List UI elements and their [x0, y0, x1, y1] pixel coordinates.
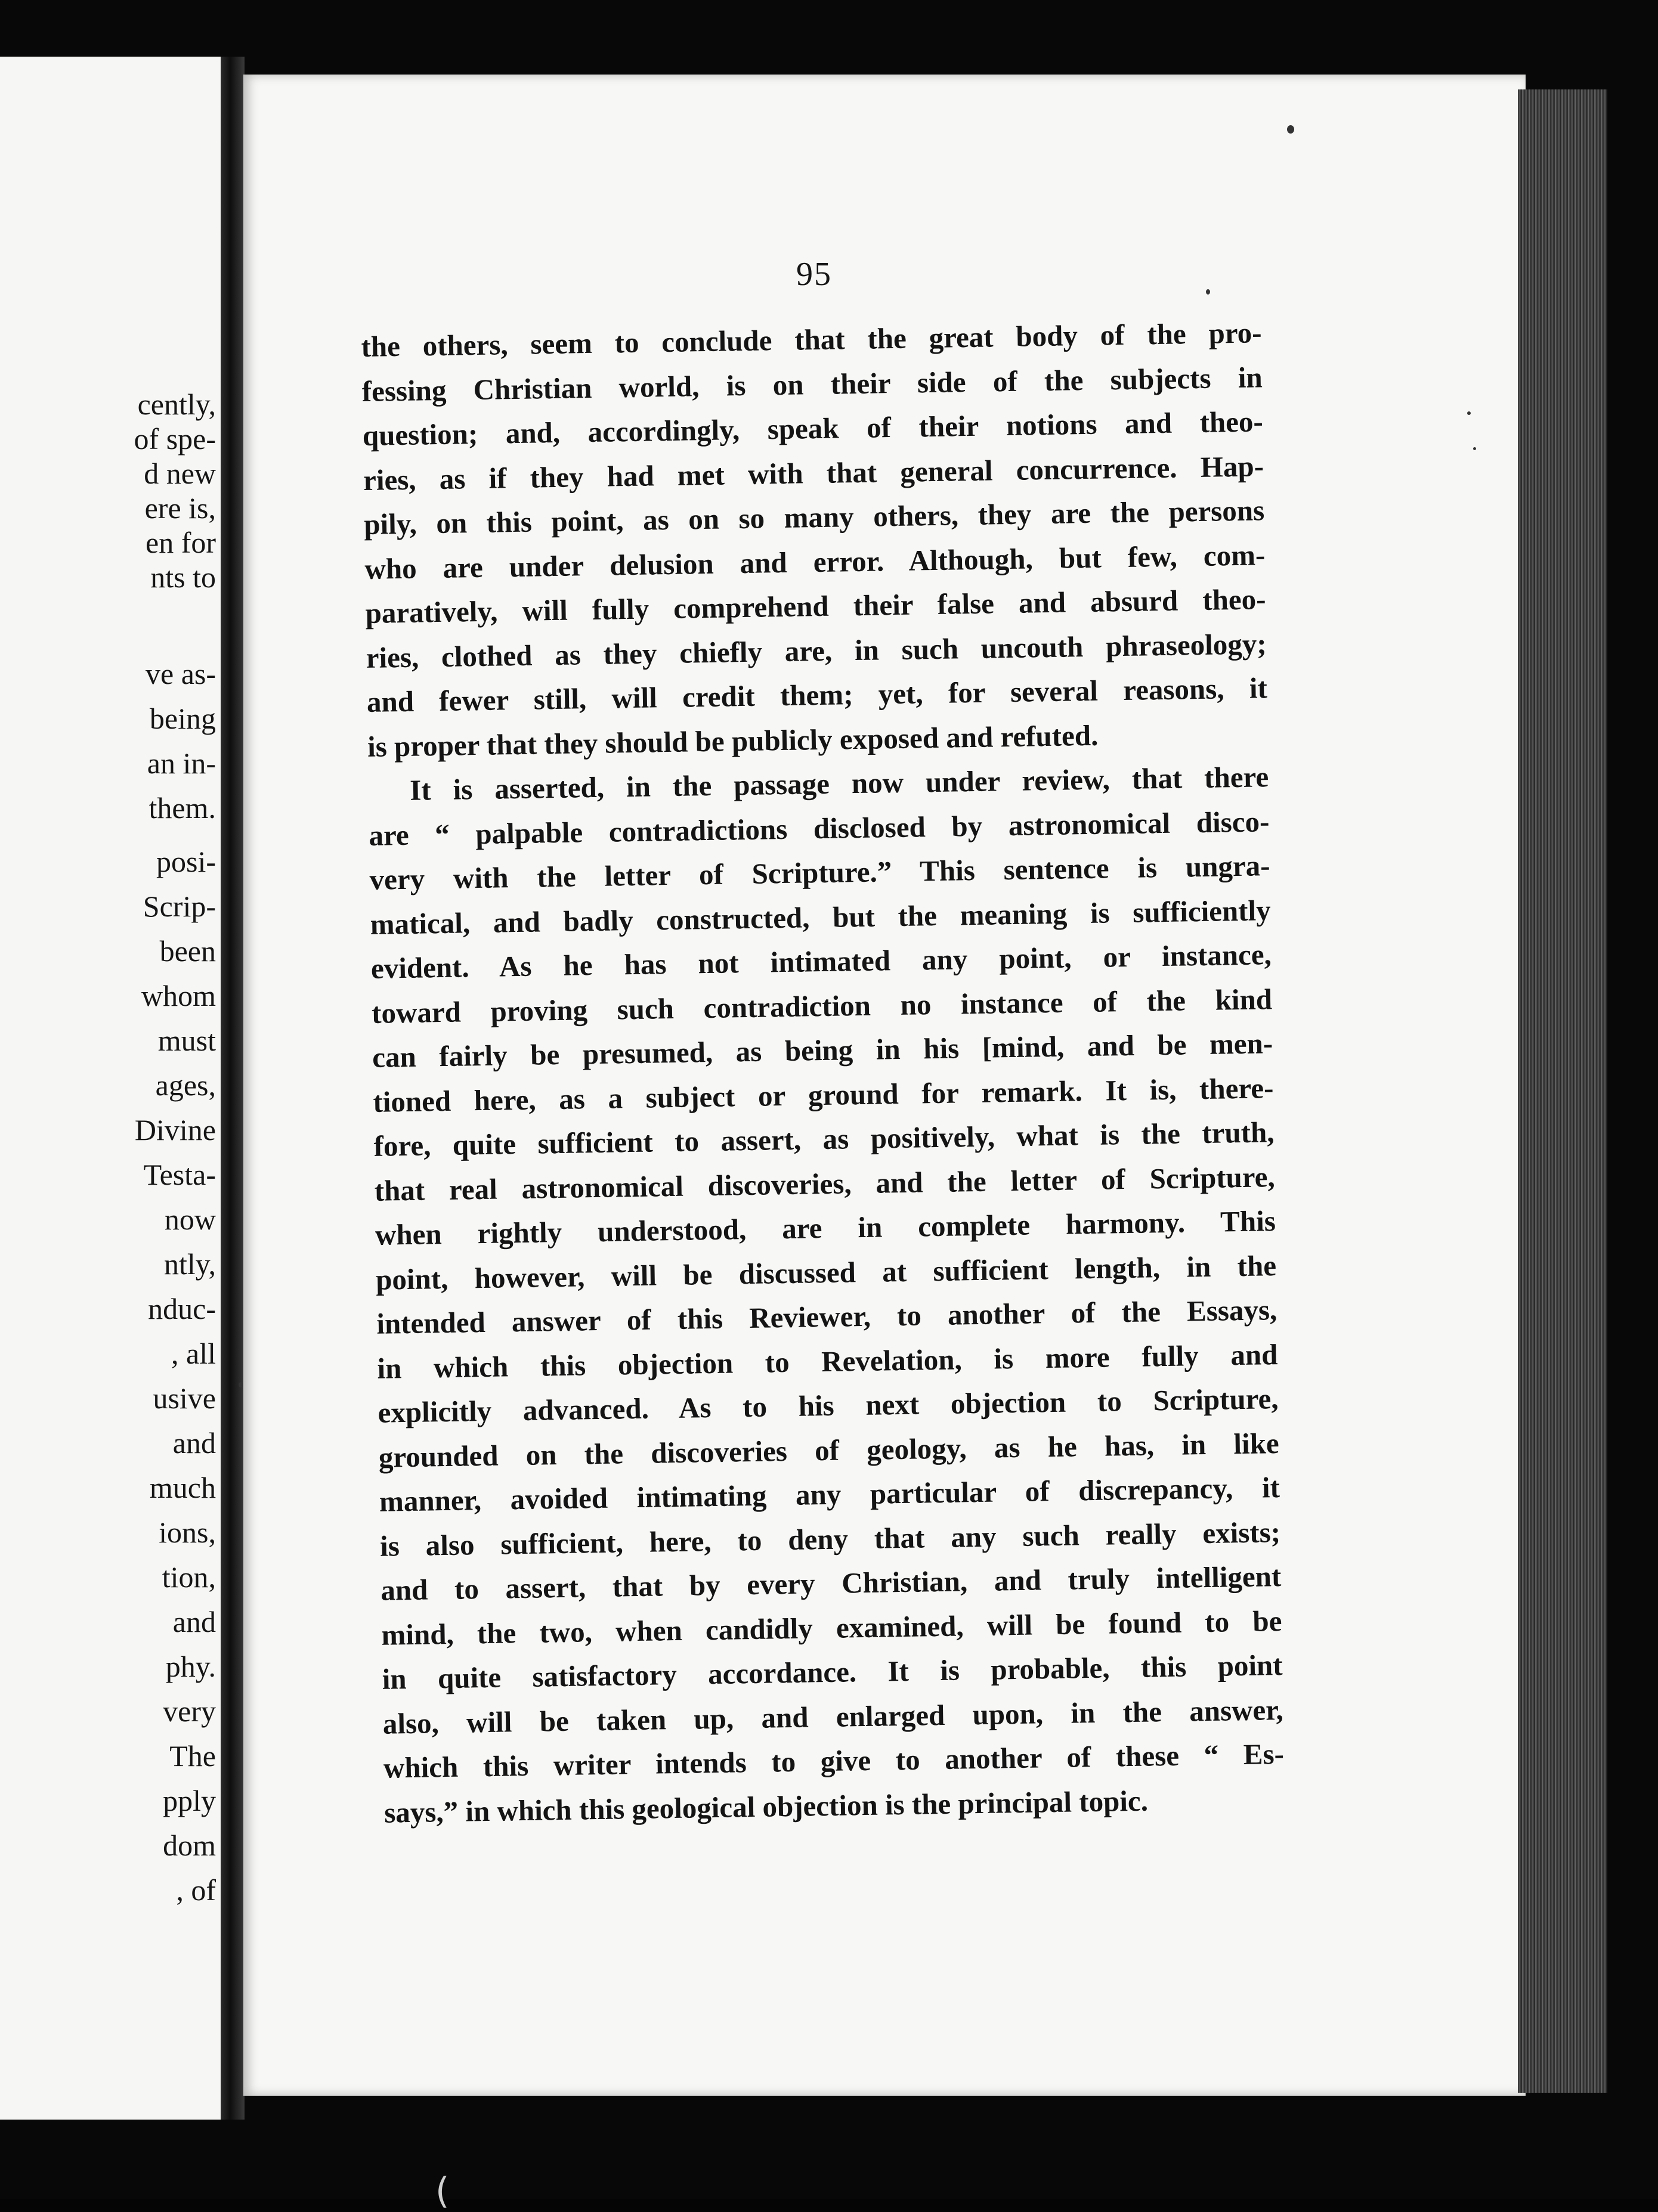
page-edges [1518, 89, 1607, 2093]
text-line: that real astronomical discoveries, and the letter of Scripture, [374, 1160, 1276, 1207]
text-line: point, however, will be discussed at sufficient length, in the [375, 1248, 1277, 1296]
text-line: and fewer still, will credit them; yet, for several reasons, it [366, 671, 1268, 718]
text-line: manner, avoided intimating any particular of discrepancy, it [379, 1471, 1280, 1518]
left-fragment-line: ve as- [146, 657, 216, 690]
text-line: can fairly be presumed, as being in his [mind, and be men- [372, 1027, 1273, 1074]
text-line: also, will be taken up, and enlarged upon, in the answer, [382, 1693, 1284, 1740]
left-fragment-line: very [163, 1694, 216, 1728]
scan-speck [1467, 411, 1471, 415]
scan-speck [1473, 447, 1476, 450]
text-line: fore, quite sufficient to assert, as positively, what is the truth, [373, 1116, 1275, 1163]
left-fragment-line: nts to [150, 560, 216, 594]
left-fragment-line: ere is, [144, 491, 216, 525]
left-fragment-line: ions, [159, 1516, 216, 1549]
text-line: toward proving such contradiction no instance of the kind [371, 982, 1273, 1030]
page-number: 95 [796, 256, 832, 293]
left-fragment-line: and [172, 1426, 216, 1460]
left-fragment-line: being [149, 702, 216, 735]
left-fragment-line: , all [171, 1337, 216, 1370]
left-fragment-line: much [149, 1471, 216, 1504]
left-fragment-line: and [172, 1605, 216, 1638]
text-line: grounded on the discoveries of geology, as he has, in like [378, 1426, 1280, 1474]
text-line: explicitly advanced. As to his next objection to Scripture, [378, 1382, 1279, 1429]
text-line: tioned here, as a subject or ground for remark. It is, there- [373, 1071, 1274, 1119]
text-line: matical, and badly constructed, but the meaning is sufficiently [370, 893, 1272, 941]
left-fragment-line: en for [146, 526, 216, 559]
left-facing-page [0, 57, 224, 2120]
scan-edge-mark: ( [435, 2170, 450, 2212]
left-fragment-line: Divine [134, 1113, 216, 1147]
left-fragment-line: The [169, 1739, 216, 1773]
text-line: the others, seem to conclude that the great body of the pro- [361, 316, 1262, 363]
left-fragment-line: must [157, 1024, 216, 1057]
text-line: and to assert, that by every Christian, and truly intelligent [380, 1560, 1282, 1607]
text-line: is proper that they should be publicly exposed and refuted. [367, 718, 1099, 763]
left-fragment-line: of spe- [134, 422, 216, 456]
text-line: which this writer intends to give to another of these “ Es- [383, 1737, 1285, 1785]
text-line: is also sufficient, here, to deny that any such really exists; [379, 1515, 1281, 1563]
text-line: It is asserted, in the passage now under review, that there [409, 760, 1269, 807]
text-line: who are under delusion and error. Although, but few, com- [364, 538, 1266, 585]
text-line: evident. As he has not intimated any point, or instance, [370, 938, 1272, 985]
text-line: pily, on this point, as on so many others, they are the persons [363, 494, 1265, 541]
text-line: ries, clothed as they chiefly are, in such uncouth phraseology; [366, 627, 1267, 674]
left-fragment-line: an in- [147, 746, 216, 780]
text-line: are “ palpable contradictions disclosed by astronomical disco- [369, 804, 1270, 852]
left-fragment-line: cently, [137, 388, 216, 421]
left-fragment-line: posi- [156, 845, 216, 878]
scan-speck [239, 1382, 243, 1387]
text-line: very with the letter of Scripture.” This sentence is ungra- [369, 849, 1270, 896]
book-gutter [221, 57, 245, 2120]
scan-speck [1287, 125, 1294, 134]
left-fragment-line: ntly, [163, 1247, 216, 1281]
left-fragment-line: tion, [162, 1560, 216, 1594]
text-line: when rightly understood, are in complete harmony. This [375, 1204, 1276, 1251]
left-fragment-line: pply [163, 1784, 216, 1817]
text-line: intended answer of this Reviewer, to another of the Essays, [376, 1293, 1277, 1340]
text-line: paratively, will fully comprehend their false and absurd theo- [365, 583, 1266, 630]
left-fragment-line: dom [163, 1829, 216, 1862]
left-fragment-line: them. [149, 791, 216, 825]
left-fragment-line: phy. [165, 1650, 216, 1683]
left-fragment-line: whom [141, 979, 216, 1012]
text-line: fessing Christian world, is on their side of the subjects in [361, 360, 1263, 408]
text-line: ries, as if they had met with that general concurrence. Hap- [363, 449, 1264, 497]
text-line: in which this objection to Revelation, is more fully and [377, 1337, 1278, 1385]
text-line: in quite satisfactory accordance. It is probable, this point [382, 1649, 1283, 1696]
text-line: question; and, accordingly, speak of their notions and theo- [362, 405, 1264, 452]
left-fragment-line: usive [153, 1381, 216, 1415]
left-fragment-line: nduc- [148, 1292, 216, 1325]
left-fragment-line: now [164, 1203, 216, 1236]
text-line: mind, the two, when candidly examined, will be found to be [381, 1604, 1282, 1652]
left-page-text-fragments [0, 57, 221, 2120]
left-fragment-line: ages, [155, 1068, 216, 1102]
left-fragment-line: , of [176, 1873, 216, 1907]
text-line: says,” in which this geological objection is the principal topic. [383, 1784, 1149, 1829]
left-fragment-line: Scrip- [143, 890, 216, 923]
left-fragment-line: Testa- [143, 1158, 216, 1191]
left-fragment-line: d new [144, 457, 216, 490]
scan-speck [1206, 289, 1210, 295]
body-text [361, 311, 1285, 1835]
left-fragment-line: been [159, 934, 216, 968]
